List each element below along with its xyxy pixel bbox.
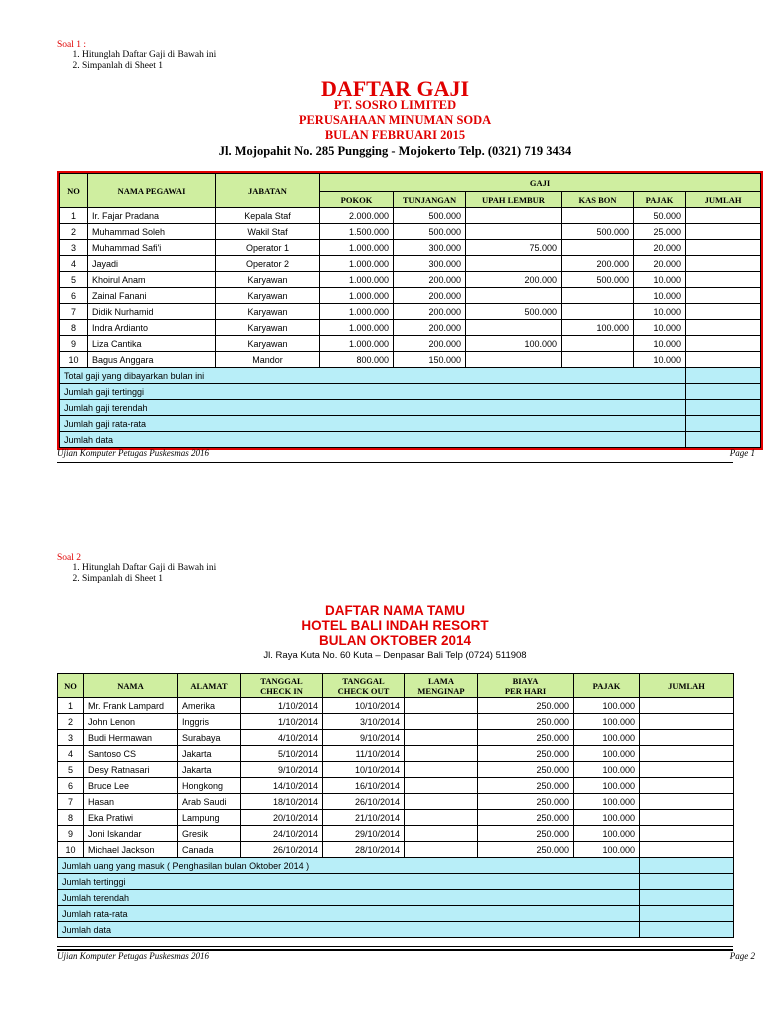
summary-label: Jumlah gaji tertinggi (60, 384, 686, 400)
table-cell: 10.000 (634, 272, 686, 288)
table-cell: John Lenon (84, 714, 178, 730)
col-header-pajak: PAJAK (634, 192, 686, 208)
summary-label: Jumlah gaji terendah (60, 400, 686, 416)
table-cell: Karyawan (216, 272, 320, 288)
col-header-no: NO (58, 674, 84, 698)
table-cell: 24/10/2014 (241, 826, 323, 842)
col-header-jumlah: JUMLAH (686, 192, 761, 208)
table-cell (562, 336, 634, 352)
col-header-jabatan: JABATAN (216, 174, 320, 208)
table-cell (466, 208, 562, 224)
table-cell: 8 (60, 320, 88, 336)
table-cell: 100.000 (574, 730, 640, 746)
table-row (58, 794, 734, 810)
table-cell: Kepala Staf (216, 208, 320, 224)
guest-table (57, 673, 734, 938)
table-cell: 28/10/2014 (323, 842, 405, 858)
soal-1-label: Soal 1 : (57, 40, 87, 50)
table-cell (640, 794, 734, 810)
table-cell: 5 (58, 762, 84, 778)
table-cell: 100.000 (574, 762, 640, 778)
table-cell: Santoso CS (84, 746, 178, 762)
table-cell: 2.000.000 (320, 208, 394, 224)
table-cell: 10/10/2014 (323, 698, 405, 714)
table-cell: 500.000 (394, 224, 466, 240)
table-cell: 7 (60, 304, 88, 320)
hotel-name: HOTEL BALI INDAH RESORT (301, 618, 489, 633)
soal-1-block (57, 40, 357, 72)
summary-row (58, 890, 734, 906)
table-cell (686, 224, 761, 240)
table-cell (405, 810, 478, 826)
table-cell: Karyawan (216, 320, 320, 336)
table-cell (466, 352, 562, 368)
table-cell (686, 336, 761, 352)
col-header-checkin: TANGGAL CHECK IN (241, 674, 323, 698)
table-cell: 1/10/2014 (241, 714, 323, 730)
table-row (60, 272, 761, 288)
table-cell: Surabaya (178, 730, 241, 746)
table-cell: 250.000 (478, 730, 574, 746)
table-cell: 9/10/2014 (323, 730, 405, 746)
table-cell (640, 698, 734, 714)
guest-table-frame (57, 673, 734, 938)
table-cell: 1 (58, 698, 84, 714)
col-header-kas-bon: KAS BON (562, 192, 634, 208)
table-cell: 300.000 (394, 256, 466, 272)
table-cell: 200.000 (394, 304, 466, 320)
table-cell: 1.000.000 (320, 256, 394, 272)
table-cell: Khoirul Anam (88, 272, 216, 288)
col-header-biaya: BIAYA PER HARI (478, 674, 574, 698)
table-cell: 200.000 (466, 272, 562, 288)
summary-value (686, 384, 761, 400)
table-cell: 1.500.000 (320, 224, 394, 240)
table-cell: Gresik (178, 826, 241, 842)
table-cell: Michael Jackson (84, 842, 178, 858)
summary-value (640, 922, 734, 938)
table-cell: 9 (58, 826, 84, 842)
table-cell (405, 794, 478, 810)
table-cell: Mandor (216, 352, 320, 368)
table-cell: 250.000 (478, 714, 574, 730)
table-cell: 1.000.000 (320, 288, 394, 304)
footer-left-2: Ujian Komputer Petugas Puskesmas 2016 (57, 951, 209, 961)
table-cell: 100.000 (562, 320, 634, 336)
instruction-1: 1. Hitunglah Daftar Gaji di Bawah ini (82, 563, 357, 574)
table-cell (686, 304, 761, 320)
summary-label: Jumlah uang yang masuk ( Penghasilan bulan Oktober 2014 ) (58, 858, 640, 874)
table-cell: 500.000 (562, 272, 634, 288)
table-cell: 8 (58, 810, 84, 826)
table-row (60, 288, 761, 304)
page-title-2: DAFTAR NAMA TAMU (325, 603, 465, 618)
company-business: PERUSAHAAN MINUMAN SODA (298, 113, 492, 127)
table-cell: 20.000 (634, 240, 686, 256)
table-row (60, 224, 761, 240)
table-cell: 10.000 (634, 304, 686, 320)
table-row (58, 842, 734, 858)
summary-row (60, 416, 761, 432)
col-header-alamat: ALAMAT (178, 674, 241, 698)
table-cell: 150.000 (394, 352, 466, 368)
table-cell: 200.000 (394, 272, 466, 288)
table-cell: Eka Pratiwi (84, 810, 178, 826)
summary-value (686, 368, 761, 384)
period-label-2: BULAN OKTOBER 2014 (318, 633, 472, 648)
summary-label: Jumlah rata-rata (58, 906, 640, 922)
summary-value (640, 906, 734, 922)
table-cell: 100.000 (574, 842, 640, 858)
table-cell (562, 240, 634, 256)
table-cell (562, 304, 634, 320)
summary-value (686, 416, 761, 432)
table-cell: 1.000.000 (320, 304, 394, 320)
summary-row (60, 432, 761, 448)
table-cell: 1 (60, 208, 88, 224)
summary-label: Jumlah data (58, 922, 640, 938)
table-cell: 20/10/2014 (241, 810, 323, 826)
table-cell (640, 730, 734, 746)
instruction-2: 2. Simpanlah di Sheet 1 (82, 61, 357, 72)
table-cell: 2 (60, 224, 88, 240)
table-cell: 1/10/2014 (241, 698, 323, 714)
soal-2-label: Soal 2 (57, 553, 82, 563)
hotel-address: Jl. Raya Kuta No. 60 Kuta – Denpasar Bali Telp (0724) 511908 (263, 650, 527, 661)
table-cell: 300.000 (394, 240, 466, 256)
table-cell (686, 288, 761, 304)
summary-label: Jumlah data (60, 432, 686, 448)
table-cell: 18/10/2014 (241, 794, 323, 810)
table-cell: 26/10/2014 (323, 794, 405, 810)
col-header-tunjangan: TUNJANGAN (394, 192, 466, 208)
table-cell: 21/10/2014 (323, 810, 405, 826)
table-cell: 100.000 (574, 698, 640, 714)
summary-value (686, 432, 761, 448)
table-row (58, 810, 734, 826)
table-cell: 250.000 (478, 842, 574, 858)
company-address: Jl. Mojopahit No. 285 Pungging - Mojokerto Telp. (0321) 719 3434 (218, 144, 572, 158)
table-cell (466, 288, 562, 304)
table-row (60, 208, 761, 224)
summary-row (58, 922, 734, 938)
table-row (58, 762, 734, 778)
table-row (58, 826, 734, 842)
footer-rule-1 (57, 462, 733, 463)
table-cell: 10 (58, 842, 84, 858)
table-row (60, 256, 761, 272)
period-label: BULAN FEBRUARI 2015 (324, 128, 466, 142)
table-cell (405, 730, 478, 746)
table-cell: Amerika (178, 698, 241, 714)
table-row (58, 730, 734, 746)
table-cell: 100.000 (574, 810, 640, 826)
table-cell: 29/10/2014 (323, 826, 405, 842)
table-cell: 100.000 (574, 746, 640, 762)
table-cell: 26/10/2014 (241, 842, 323, 858)
table-cell: 3 (58, 730, 84, 746)
col-header-pokok: POKOK (320, 192, 394, 208)
table-cell: Lampung (178, 810, 241, 826)
summary-label: Jumlah terendah (58, 890, 640, 906)
table-cell: 25.000 (634, 224, 686, 240)
table-cell (686, 256, 761, 272)
table-cell: Inggris (178, 714, 241, 730)
table-cell: 200.000 (394, 336, 466, 352)
table-cell (640, 810, 734, 826)
table-cell: Jayadi (88, 256, 216, 272)
table-cell: Jakarta (178, 762, 241, 778)
col-header-nama: NAMA PEGAWAI (88, 174, 216, 208)
table-cell: 75.000 (466, 240, 562, 256)
table-cell (640, 842, 734, 858)
footer-right-2: Page 2 (729, 951, 755, 961)
table-cell: 4 (58, 746, 84, 762)
table-cell: 11/10/2014 (323, 746, 405, 762)
table-cell: 20.000 (634, 256, 686, 272)
table-cell: Liza Cantika (88, 336, 216, 352)
col-header-pajak: PAJAK (574, 674, 640, 698)
summary-row (60, 368, 761, 384)
salary-table (59, 173, 761, 448)
summary-row (58, 906, 734, 922)
table-row (58, 714, 734, 730)
table-cell: Muhammad Safi'i (88, 240, 216, 256)
table-cell: 10.000 (634, 336, 686, 352)
table-cell: 250.000 (478, 810, 574, 826)
salary-table-frame (57, 171, 763, 450)
instruction-2: 2. Simpanlah di Sheet 1 (82, 574, 357, 585)
table-cell: 1.000.000 (320, 320, 394, 336)
summary-row (58, 874, 734, 890)
table-cell: Karyawan (216, 336, 320, 352)
table-cell: Zainal Fanani (88, 288, 216, 304)
summary-value (640, 858, 734, 874)
summary-value (640, 890, 734, 906)
table-cell: 9 (60, 336, 88, 352)
table-cell: Karyawan (216, 288, 320, 304)
table-row (60, 304, 761, 320)
table-cell: 10 (60, 352, 88, 368)
table-cell: 100.000 (466, 336, 562, 352)
table-cell: Operator 2 (216, 256, 320, 272)
table-cell (686, 208, 761, 224)
table-cell: 500.000 (466, 304, 562, 320)
table-cell: 100.000 (574, 778, 640, 794)
table-cell: 1.000.000 (320, 240, 394, 256)
summary-row (58, 858, 734, 874)
table-cell: Canada (178, 842, 241, 858)
col-header-jumlah: JUMLAH (640, 674, 734, 698)
table-cell: 1.000.000 (320, 272, 394, 288)
table-cell: Budi Hermawan (84, 730, 178, 746)
col-header-lama-menginap: LAMA MENGINAP (405, 674, 478, 698)
table-row (60, 336, 761, 352)
table-cell: 9/10/2014 (241, 762, 323, 778)
table-cell: 10/10/2014 (323, 762, 405, 778)
table-cell (562, 352, 634, 368)
table-cell (686, 320, 761, 336)
footer-right-1: Page 1 (729, 448, 755, 458)
table-cell: 6 (60, 288, 88, 304)
table-row (58, 778, 734, 794)
table-cell: 50.000 (634, 208, 686, 224)
table-cell: 2 (58, 714, 84, 730)
table-cell (640, 826, 734, 842)
table-cell: Wakil Staf (216, 224, 320, 240)
table-cell: 250.000 (478, 826, 574, 842)
table-cell: 250.000 (478, 778, 574, 794)
table-cell: 500.000 (394, 208, 466, 224)
col-header-upah-lembur: UPAH LEMBUR (466, 192, 562, 208)
table-cell: 4/10/2014 (241, 730, 323, 746)
table-cell (405, 762, 478, 778)
table-cell (562, 288, 634, 304)
table-cell (686, 352, 761, 368)
table-cell: Hasan (84, 794, 178, 810)
table-cell (405, 842, 478, 858)
table-cell: 500.000 (562, 224, 634, 240)
table-cell: 200.000 (562, 256, 634, 272)
summary-label: Total gaji yang dibayarkan bulan ini (60, 368, 686, 384)
table-cell: Ir. Fajar Pradana (88, 208, 216, 224)
table-cell: 200.000 (394, 288, 466, 304)
table-cell (466, 320, 562, 336)
company-name: PT. SOSRO LIMITED (333, 98, 457, 112)
table-cell: 250.000 (478, 698, 574, 714)
table-cell: Bruce Lee (84, 778, 178, 794)
table-cell: 3/10/2014 (323, 714, 405, 730)
table-cell: 800.000 (320, 352, 394, 368)
table-cell: 100.000 (574, 714, 640, 730)
table-cell (405, 778, 478, 794)
col-header-nama: NAMA (84, 674, 178, 698)
col-header-no: NO (60, 174, 88, 208)
table-cell: Mr. Frank Lampard (84, 698, 178, 714)
table-cell (562, 208, 634, 224)
footer-left-1: Ujian Komputer Petugas Puskesmas 2016 (57, 448, 209, 458)
table-cell (405, 746, 478, 762)
table-cell (640, 746, 734, 762)
table-cell: Joni Iskandar (84, 826, 178, 842)
table-row (58, 698, 734, 714)
table-row (60, 352, 761, 368)
table-cell (405, 714, 478, 730)
table-cell: Karyawan (216, 304, 320, 320)
table-cell: 10.000 (634, 352, 686, 368)
table-cell (686, 240, 761, 256)
summary-row (60, 400, 761, 416)
soal-2-block (57, 553, 357, 585)
table-cell: 100.000 (574, 794, 640, 810)
table-cell: 10.000 (634, 288, 686, 304)
table-cell: Indra Ardianto (88, 320, 216, 336)
table-row (58, 746, 734, 762)
table-cell (405, 826, 478, 842)
summary-value (686, 400, 761, 416)
table-cell: 250.000 (478, 762, 574, 778)
table-cell: 5/10/2014 (241, 746, 323, 762)
table-cell: 4 (60, 256, 88, 272)
col-header-gaji: GAJI (320, 174, 761, 192)
table-cell: Hongkong (178, 778, 241, 794)
table-cell (466, 256, 562, 272)
table-cell: 1.000.000 (320, 336, 394, 352)
table-cell: 5 (60, 272, 88, 288)
table-cell: 16/10/2014 (323, 778, 405, 794)
table-cell: Operator 1 (216, 240, 320, 256)
table-cell: 100.000 (574, 826, 640, 842)
table-cell: Desy Ratnasari (84, 762, 178, 778)
instruction-1: 1. Hitunglah Daftar Gaji di Bawah ini (82, 50, 357, 61)
table-cell: 250.000 (478, 746, 574, 762)
table-cell (466, 224, 562, 240)
table-cell: 250.000 (478, 794, 574, 810)
table-row (60, 320, 761, 336)
table-cell: 3 (60, 240, 88, 256)
table-row (60, 240, 761, 256)
table-cell: 10.000 (634, 320, 686, 336)
table-cell: Muhammad Soleh (88, 224, 216, 240)
table-cell: 200.000 (394, 320, 466, 336)
table-cell: 6 (58, 778, 84, 794)
table-cell: 14/10/2014 (241, 778, 323, 794)
col-header-checkout: TANGGAL CHECK OUT (323, 674, 405, 698)
summary-label: Jumlah gaji rata-rata (60, 416, 686, 432)
table-cell: 7 (58, 794, 84, 810)
table-cell: Jakarta (178, 746, 241, 762)
page-title: DAFTAR GAJI (320, 76, 470, 101)
table-cell: Bagus Anggara (88, 352, 216, 368)
table-cell: Arab Saudi (178, 794, 241, 810)
table-cell (686, 272, 761, 288)
table-cell (640, 778, 734, 794)
table-cell (640, 714, 734, 730)
table-cell (405, 698, 478, 714)
table-cell: Didik Nurhamid (88, 304, 216, 320)
table-cell (640, 762, 734, 778)
footer-rule-2a (57, 946, 733, 947)
summary-label: Jumlah tertinggi (58, 874, 640, 890)
summary-value (640, 874, 734, 890)
summary-row (60, 384, 761, 400)
